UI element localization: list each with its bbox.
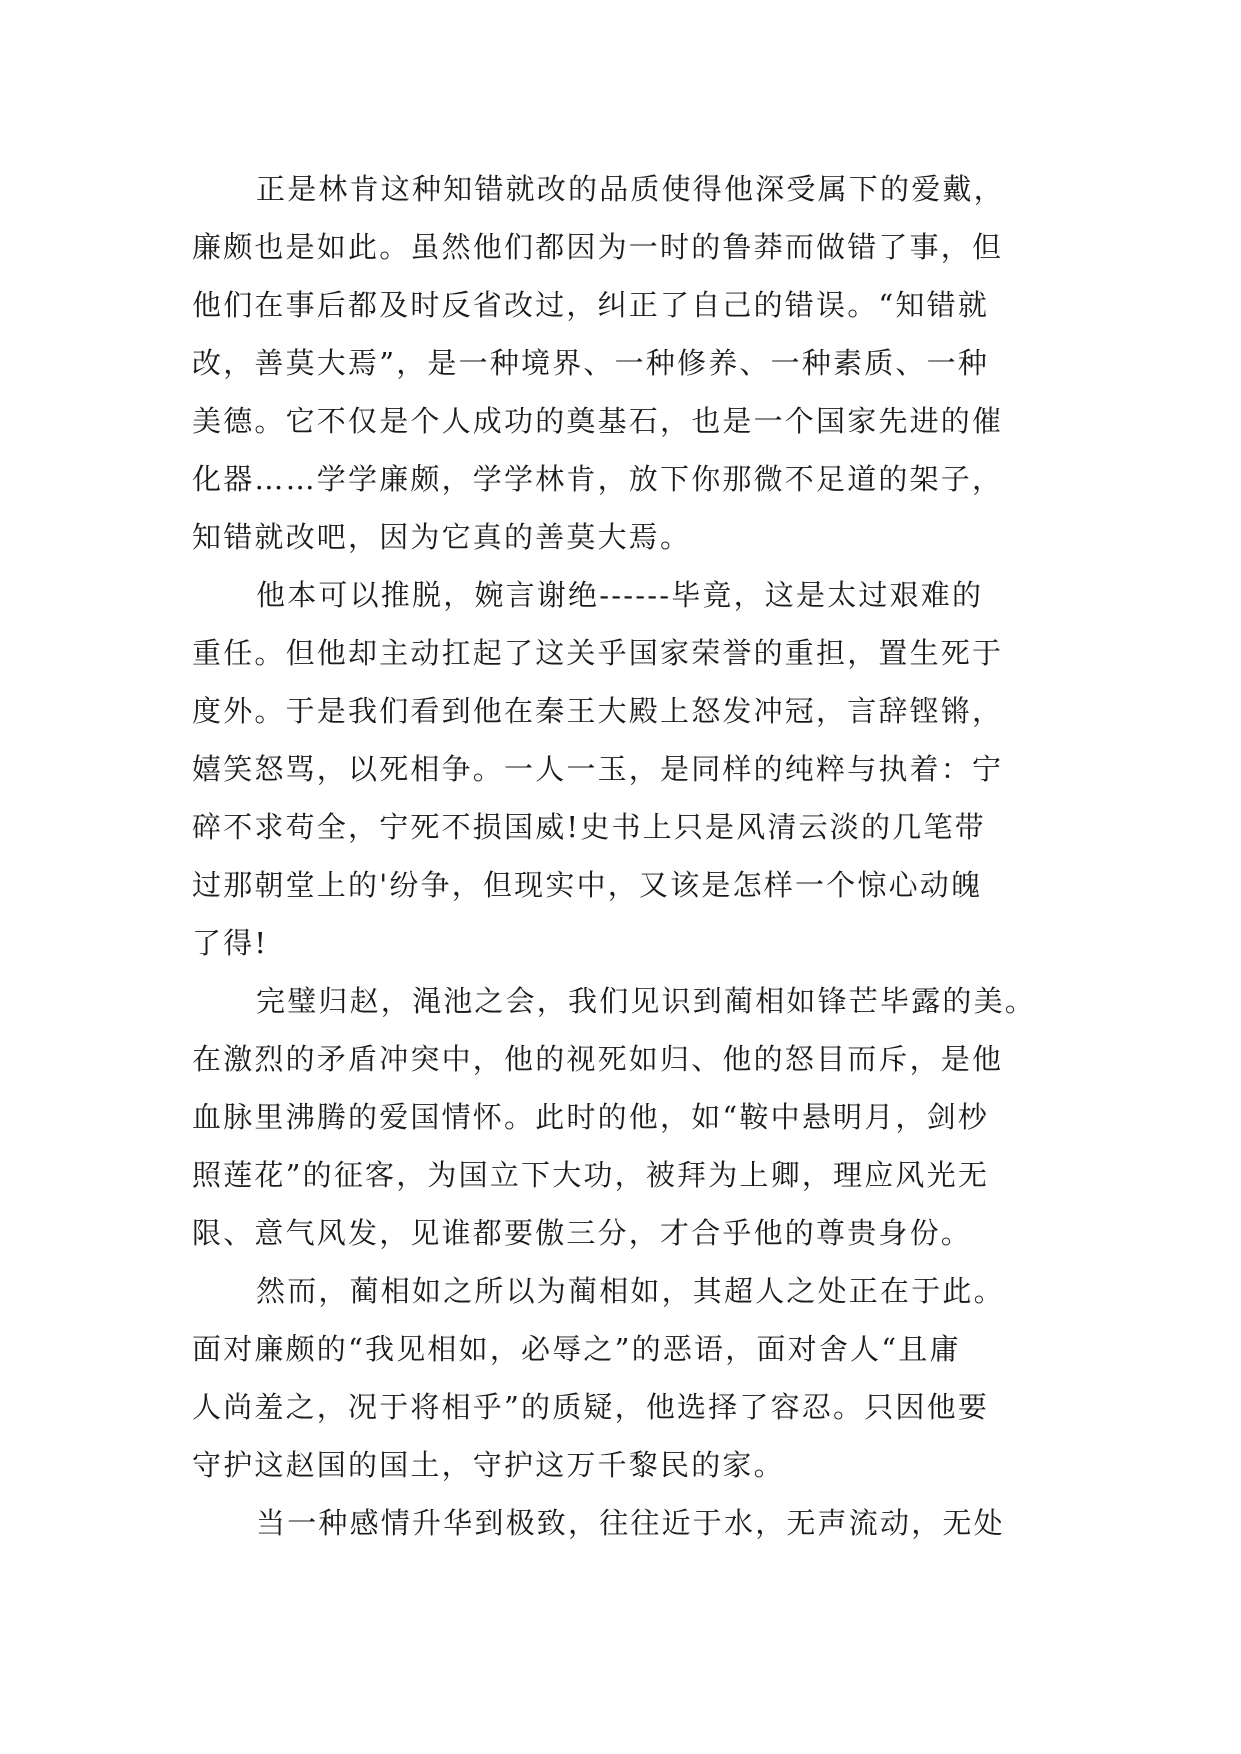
paragraph-5 <box>192 1494 1052 1552</box>
text-line: 人尚羞之，况于将相乎”的质疑，他选择了容忍。只因他要 <box>192 1390 990 1424</box>
document-body <box>192 160 1052 1552</box>
paragraph-1 <box>192 160 1052 566</box>
text-line: 了得! <box>192 926 269 960</box>
text-line: 过那朝堂上的'纷争，但现实中，又该是怎样一个惊心动魄 <box>192 868 983 902</box>
text-line: 正是林肯这种知错就改的品质使得他深受属下的爱戴， <box>256 172 1005 206</box>
text-line: 他们在事后都及时反省改过，纠正了自己的错误。“知错就 <box>192 288 990 322</box>
text-line: 度外。于是我们看到他在秦王大殿上怒发冲冠，言辞铿锵， <box>192 694 1004 728</box>
text-line: 知错就改吧，因为它真的善莫大焉。 <box>192 520 692 554</box>
text-line: 嬉笑怒骂，以死相争。一人一玉，是同样的纯粹与执着：宁 <box>192 752 1004 786</box>
text-line: 守护这赵国的国土，守护这万千黎民的家。 <box>192 1448 785 1482</box>
text-line: 廉颇也是如此。虽然他们都因为一时的鲁莽而做错了事，但 <box>192 230 1004 264</box>
text-line: 在激烈的矛盾冲突中，他的视死如归、他的怒目而斥，是他 <box>192 1042 1004 1076</box>
paragraph-4 <box>192 1262 1052 1494</box>
text-line: 改，善莫大焉”，是一种境界、一种修养、一种素质、一种 <box>192 346 990 380</box>
text-line: 化器……学学廉颇，学学林肯，放下你那微不足道的架子， <box>192 462 1004 496</box>
text-line: 面对廉颇的“我见相如，必辱之”的恶语，面对舍人“且庸 <box>192 1332 961 1366</box>
text-line: 碎不求苟全，宁死不损国威!史书上只是风清云淡的几笔带 <box>192 810 986 844</box>
text-line: 他本可以推脱，婉言谢绝------毕竟，这是太过艰难的 <box>256 578 984 612</box>
paragraph-2 <box>192 566 1052 972</box>
paragraph-3 <box>192 972 1052 1262</box>
text-line: 完璧归赵，渑池之会，我们见识到蔺相如锋芒毕露的美。 <box>256 984 1037 1018</box>
text-line: 照莲花”的征客，为国立下大功，被拜为上卿，理应风光无 <box>192 1158 990 1192</box>
text-line: 美德。它不仅是个人成功的奠基石，也是一个国家先进的催 <box>192 404 1004 438</box>
text-line: 血脉里沸腾的爱国情怀。此时的他，如“鞍中悬明月，剑杪 <box>192 1100 990 1134</box>
text-line: 当一种感情升华到极致，往往近于水，无声流动，无处 <box>256 1506 1005 1540</box>
text-line: 限、意气风发，见谁都要傲三分，才合乎他的尊贵身份。 <box>192 1216 973 1250</box>
text-line: 然而，蔺相如之所以为蔺相如，其超人之处正在于此。 <box>256 1274 1005 1308</box>
text-line: 重任。但他却主动扛起了这关乎国家荣誉的重担，置生死于 <box>192 636 1004 670</box>
